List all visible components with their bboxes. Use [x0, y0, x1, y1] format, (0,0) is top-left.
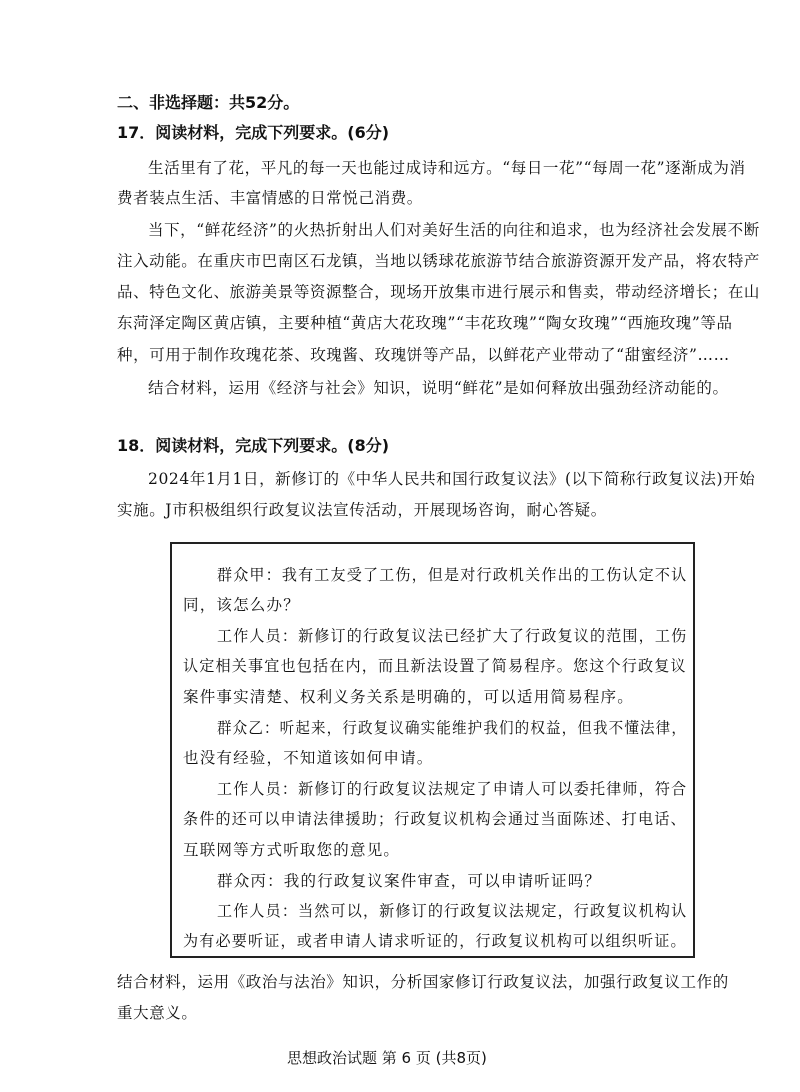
dialogue-line: 群众丙：我的行政复议案件审查，可以申请听证吗？ [217, 872, 602, 890]
dialogue-line: 条件的还可以申请法律援助；行政复议机构会通过当面陈述、打电话、 [183, 810, 687, 828]
q17-para2-line: 品、特色文化、旅游美景等资源整合，现场开放集市进行展示和售卖，带动经济增长；在山 [117, 283, 760, 301]
q17-para2-line: 当下，“鲜花经济”的火热折射出人们对美好生活的向往和追求，也为经济社会发展不断 [148, 221, 760, 239]
q17-para2-line: 东菏泽定陶区黄店镇，主要种植“黄店大花玫瑰”“丰花玫瑰”“陶女玫瑰”“西施玫瑰”等品 [117, 314, 733, 332]
q18-task-line: 重大意义。 [117, 1004, 198, 1022]
dialogue-line: 认定相关事宜也包括在内，而且新法设置了简易程序。您这个行政复议 [183, 657, 687, 675]
q17-para1-line: 生活里有了花，平凡的每一天也能过成诗和远方。“每日一花”“每周一花”逐渐成为消 [148, 159, 746, 177]
dialogue-box [170, 542, 695, 958]
q18-intro-line: 实施。J市积极组织行政复议法宣传活动，开展现场咨询，耐心答疑。 [117, 501, 607, 519]
dialogue-line: 群众甲：我有工友受了工伤，但是对行政机关作出的工伤认定不认 [217, 566, 688, 584]
dialogue-line: 群众乙：听起来，行政复议确实能维护我们的权益，但我不懂法律， [217, 719, 688, 737]
dialogue-line: 工作人员：新修订的行政复议法已经扩大了行政复议的范围，工伤 [217, 627, 688, 645]
dialogue-line: 为有必要听证，或者申请人请求听证的，行政复议机构可以组织听证。 [183, 932, 687, 950]
q17-task: 结合材料，运用《经济与社会》知识，说明“鲜花”是如何释放出强劲经济动能的。 [148, 379, 729, 397]
q17-para2-line: 种，可用于制作玫瑰花茶、玫瑰酱、玫瑰饼等产品，以鲜花产业带动了“甜蜜经济”…… [117, 346, 730, 364]
page-footer: 思想政治试题 第 6 页 (共8页) [287, 1049, 487, 1067]
q17-para2-line: 注入动能。在重庆市巴南区石龙镇，当地以锈球花旅游节结合旅游资源开发产品，将农特产 [117, 252, 760, 270]
dialogue-line: 互联网等方式听取您的意见。 [183, 841, 401, 859]
q17-heading: 17．阅读材料，完成下列要求。(6分) [117, 123, 390, 142]
q18-intro-line: 2024年1月1日，新修订的《中华人民共和国行政复议法》(以下简称行政复议法)开始 [148, 470, 756, 488]
q18-task-line: 结合材料，运用《政治与法治》知识，分析国家修订行政复议法，加强行政复议工作的 [117, 973, 729, 991]
dialogue-line: 同，该怎么办？ [183, 596, 300, 614]
dialogue-line: 工作人员：新修订的行政复议法规定了申请人可以委托律师，符合 [217, 780, 688, 798]
q18-heading: 18．阅读材料，完成下列要求。(8分) [117, 436, 390, 455]
dialogue-line: 工作人员：当然可以，新修订的行政复议法规定，行政复议机构认 [217, 902, 688, 920]
dialogue-line: 案件事实清楚、权利义务关系是明确的，可以适用简易程序。 [183, 688, 634, 706]
q17-para1-line: 费者装点生活、丰富情感的日常悦己消费。 [117, 189, 423, 207]
section-heading: 二、非选择题：共52分。 [117, 93, 300, 112]
dialogue-line: 也没有经验，不知道该如何申请。 [183, 749, 434, 767]
